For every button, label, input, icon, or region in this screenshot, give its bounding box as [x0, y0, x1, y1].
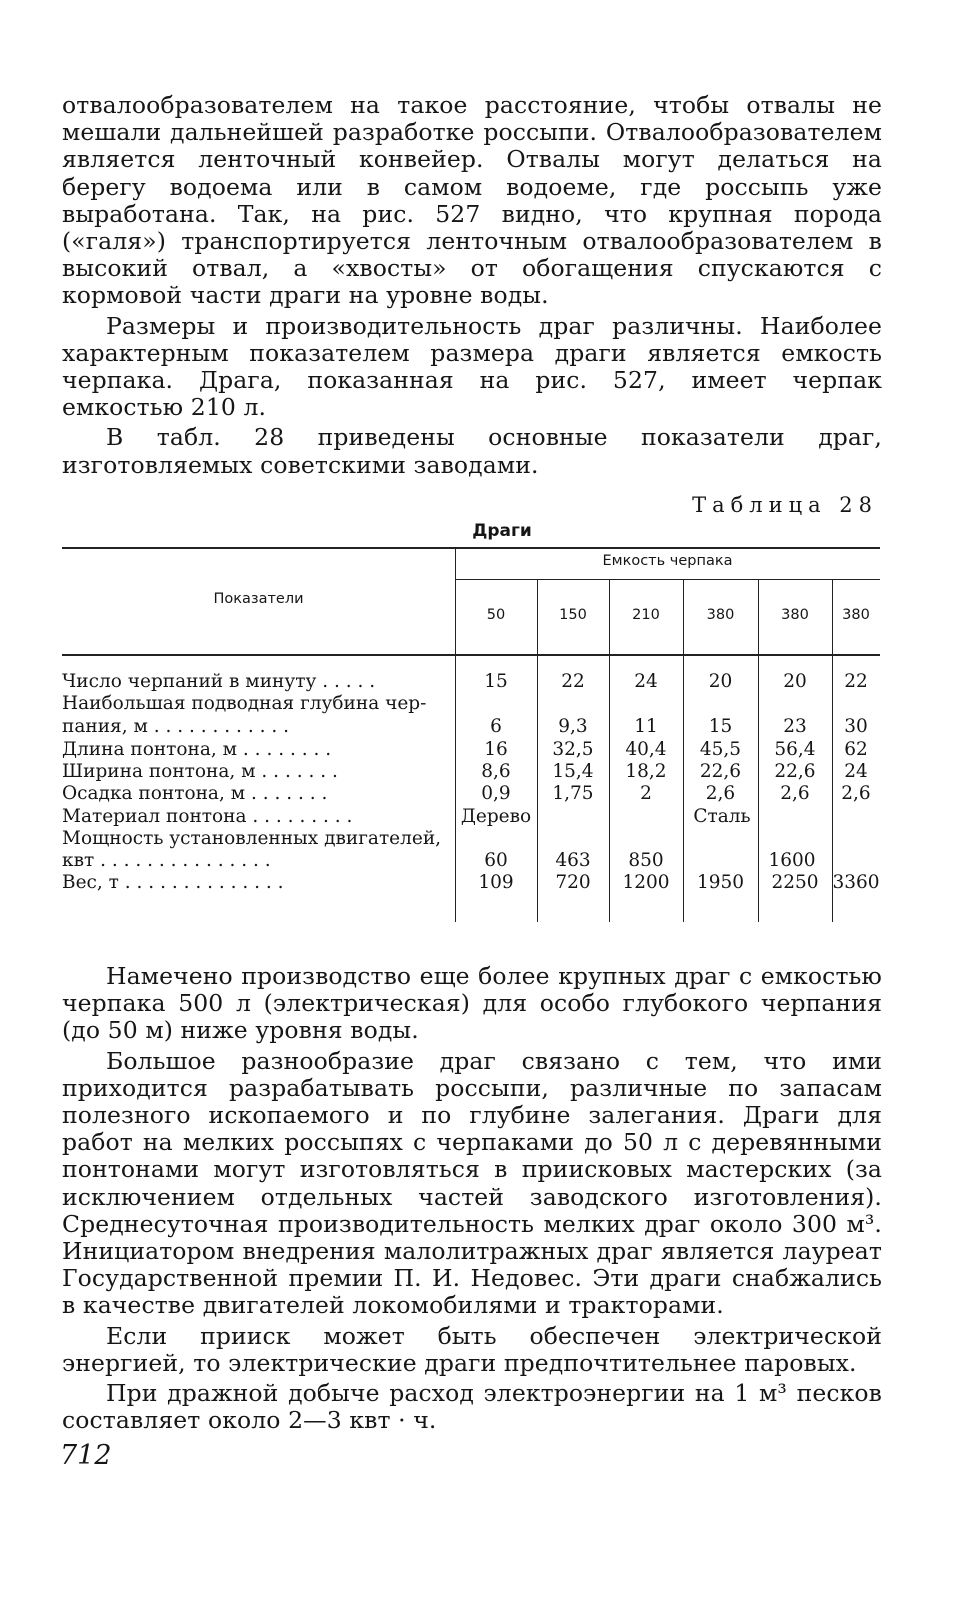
table-cell: 1950 — [696, 871, 745, 893]
row-label: пания, м . . . . . . . . . . . . — [62, 715, 289, 737]
page-body-after-table — [62, 960, 882, 1434]
row-label: Ширина понтона, м . . . . . . . — [62, 760, 338, 782]
header-bucket-capacity: Емкость черпака — [602, 552, 733, 569]
table-cell: 3360 — [832, 871, 880, 893]
table-cell: 463 — [555, 849, 591, 871]
table-cell: 62 — [844, 738, 868, 760]
column-header: 210 — [632, 606, 660, 623]
column-header: 380 — [842, 606, 870, 623]
table-cell: 8,6 — [481, 760, 511, 782]
page-body — [62, 92, 882, 932]
paragraph: отвалообразователем на такое расстояние, чтобы отвалы не мешали дальнейшей разработке россыпи. Отвалообразователем является ленточный конвейер. Отвалы могут делаться на берегу водоема или в самом водоеме, где россыпь уже выработана. Так, на рис. 527 видно, что крупная порода («галя») транспортируется ленточным отвалообразователем в высокий отвал, а «хвосты» от обогащения спускаются с кормовой части драги на уровне воды. — [62, 91, 882, 310]
table-cell: 2,6 — [780, 782, 810, 804]
row-label: Наибольшая подводная глубина чер- — [62, 692, 427, 714]
table-cell: 720 — [555, 871, 591, 893]
table-cell: 22,6 — [699, 760, 742, 782]
table-cell: 22,6 — [774, 760, 816, 782]
table-cell: 15 — [484, 670, 508, 692]
table-cell: 11 — [634, 715, 658, 737]
table-cell: 2,6 — [841, 782, 871, 804]
table-cell: 1,75 — [552, 782, 594, 804]
header-indicators: Показатели — [213, 590, 304, 607]
column-header: 50 — [486, 606, 506, 623]
table-cell: 30 — [844, 715, 868, 737]
data-table — [62, 547, 880, 932]
table-cell: 45,5 — [699, 738, 742, 760]
row-label: Материал понтона . . . . . . . . . — [62, 805, 353, 827]
column-header: 150 — [559, 606, 587, 623]
table-cell: 24 — [634, 670, 658, 692]
table-cell: 23 — [783, 715, 807, 737]
table-cell: 2 — [640, 782, 652, 804]
row-label: Мощность установленных двигателей, — [62, 827, 442, 849]
row-label: Число черпаний в минуту . . . . . — [62, 670, 376, 692]
paragraph: При дражной добыче расход электроэнергии на 1 м³ песков составляет около 2—3 квт · ч. — [62, 1379, 882, 1435]
table-cell: 6 — [490, 715, 502, 737]
table-cell: 16 — [484, 738, 508, 760]
paragraph: Намечено производство еще более крупных драг с емкостью черпака 500 л (электрическая) для особо глубокого черпания (до 50 м) ниже уровня воды. — [62, 962, 882, 1045]
paragraph: В табл. 28 приведены основные показатели драг, изготовляемых советскими заводами. — [62, 423, 882, 479]
table-cell: 40,4 — [625, 738, 667, 760]
table-cell: 2,6 — [705, 782, 736, 804]
table-cell: 32,5 — [552, 738, 594, 760]
table-cell: 109 — [478, 871, 514, 893]
table-cell: 60 — [484, 849, 508, 871]
table-cell: 22 — [844, 670, 868, 692]
row-label: квт . . . . . . . . . . . . . . . — [62, 849, 271, 871]
row-label: Вес, т . . . . . . . . . . . . . . — [62, 871, 284, 893]
paragraph: Большое разнообразие драг связано с тем, что ими приходится разрабатывать россыпи, различные по запасам полезного ископаемого и по глубине залегания. Драги для работ на мелких россыпях с черпаками до 50 л с деревянными понтонами могут изготовляться в приисковых мастерских (за исключением отдельных частей заводского изготовления). Среднесуточная производительность мелких драг около 300 м³. Инициатором внедрения малолитражных драг является лауреат Государственной премии П. И. Недовес. Эти драги снабжались в качестве двигателей локомобилями и тракторами. — [62, 1046, 882, 1320]
paragraph: Если прииск может быть обеспечен электрической энергией, то электрические драги предпочтительнее паровых. — [62, 1321, 882, 1377]
column-header: 380 — [706, 606, 735, 623]
header-group-rule — [455, 579, 880, 580]
table-cell: Дерево — [460, 805, 532, 827]
table-top-rule — [62, 547, 880, 549]
table-cell: 18,2 — [625, 760, 667, 782]
row-label: Длина понтона, м . . . . . . . . — [62, 738, 332, 760]
table-cell: 24 — [844, 760, 868, 782]
table-cell: 15 — [708, 715, 733, 737]
column-header: 380 — [781, 606, 809, 623]
table-cell: 1200 — [622, 871, 670, 893]
table-cell: 0,9 — [481, 782, 511, 804]
page-number: 712 — [60, 1440, 112, 1471]
table-cell: 850 — [628, 849, 664, 871]
table-cell: 1600 — [768, 849, 816, 871]
table-cell: 20 — [708, 670, 733, 692]
paragraph: Размеры и производительность драг различны. Наиболее характерным показателем размера драги является емкость черпака. Драга, показанная на рис. 527, имеет черпак емкостью 210 л. — [62, 311, 882, 422]
table-cell: 56,4 — [774, 738, 816, 760]
table-cell: 15,4 — [552, 760, 594, 782]
table-number: Таблица 28 — [692, 492, 878, 517]
table-cell: 9,3 — [558, 715, 588, 737]
table-cell: 2250 — [771, 871, 819, 893]
table-cell: 22 — [561, 670, 585, 692]
row-label: Осадка понтона, м . . . . . . . — [62, 782, 328, 804]
table-title: Драги — [472, 520, 532, 541]
table-cell: 20 — [783, 670, 807, 692]
table-cell: Сталь — [693, 805, 751, 827]
